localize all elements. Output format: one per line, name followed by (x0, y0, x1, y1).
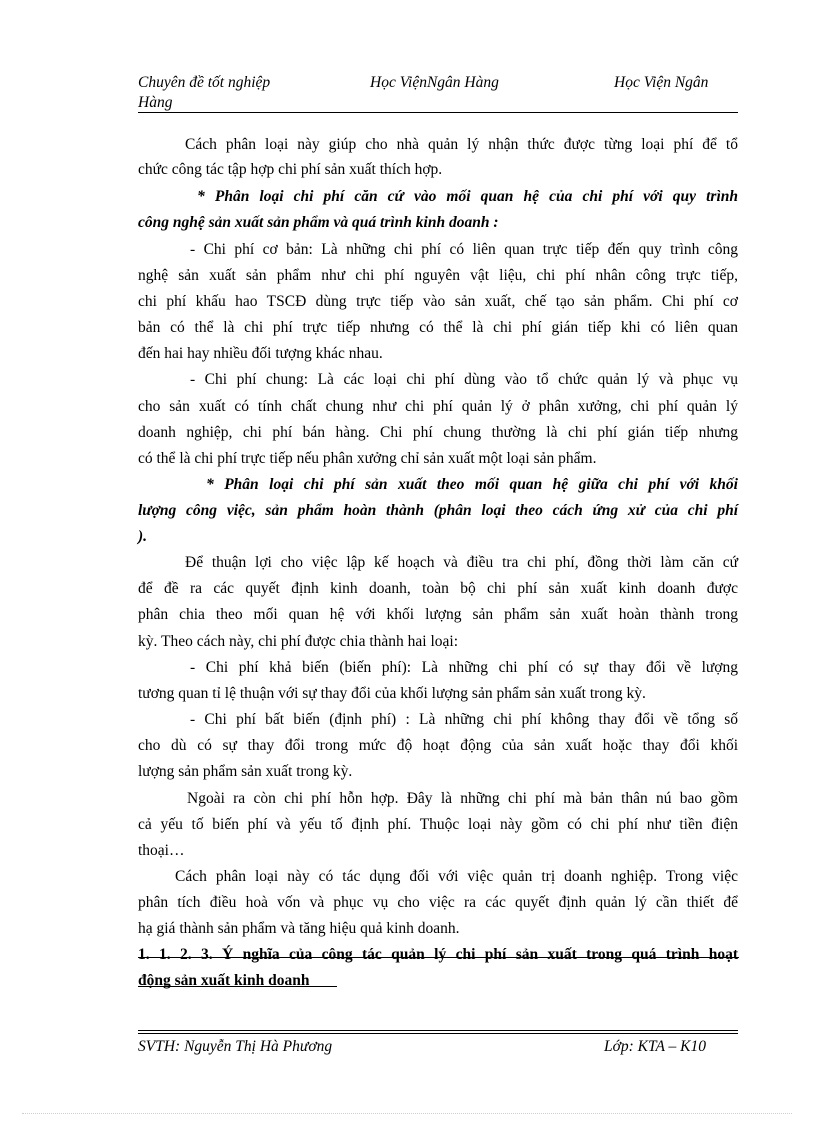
paragraph-line: bản có thể là chi phí trực tiếp nhưng có thể là chi phí gián tiếp khi có liên quan (138, 319, 738, 336)
paragraph-line: cả yếu tố biến phí và yếu tố định phí. Thuộc loại này gồm có chi phí như tiền điện (138, 816, 738, 833)
paragraph-line: ). (138, 528, 148, 545)
paragraph-line: có thể là chi phí trực tiếp nếu phân xưởng chỉ sản xuất một loại sản phẩm. (138, 450, 597, 467)
header-center: Học ViệnNgân Hàng (370, 74, 499, 91)
header-rule (138, 112, 738, 113)
paragraph-line: phân tích điều hoà vốn và phục vụ cho việc ra các quyết định quản lý cần thiết để (138, 894, 738, 911)
section-heading-line: 1. 1. 2. 3. Ý nghĩa của công tác quản lý chi phí sản xuất trong quá trình hoạt (138, 946, 738, 963)
paragraph-line: cho dù có sự thay đổi trong mức độ hoạt động của sản xuất hoặc thay đổi khối (138, 737, 738, 754)
paragraph-line: để đề ra các quyết định kinh doanh, toàn bộ chi phí sản xuất kinh doanh được (138, 580, 738, 597)
footer-rule-top (138, 1030, 738, 1031)
paragraph-line: - Chi phí cơ bản: Là những chi phí có liên quan trực tiếp đến quy trình công (190, 241, 738, 258)
paragraph-line: Để thuận lợi cho việc lập kế hoạch và điều tra chi phí, đồng thời làm căn cứ (185, 554, 738, 571)
paragraph-line: Cách phân loại này có tác dụng đối với việc quản trị doanh nghiệp. Trong việc (175, 868, 738, 885)
paragraph-line: phân chia theo mối quan hệ với khối lượng sản phẩm sản xuất hoàn thành trong (138, 606, 738, 623)
paragraph-line: - Chi phí khả biến (biến phí): Là những chi phí có sự thay đổi về lượng (190, 659, 738, 676)
footer-left: SVTH: Nguyễn Thị Hà Phương (138, 1038, 333, 1055)
paragraph-line: tương quan tỉ lệ thuận với sự thay đổi của khối lượng sản phẩm sản xuất trong kỳ. (138, 685, 646, 702)
heading-underline (138, 986, 337, 987)
paragraph-line: lượng sản phẩm sản xuất trong kỳ. (138, 763, 353, 780)
footer-right: Lớp: KTA – K10 (604, 1038, 707, 1055)
paragraph-line: lượng công việc, sản phẩm hoàn thành (phân loại theo cách ứng xử của chi phí (138, 502, 738, 519)
paragraph-line: Ngoài ra còn chi phí hỗn hợp. Đây là những chi phí mà bản thân nú bao gồm (187, 790, 738, 807)
header-left-continuation: Hàng (138, 94, 173, 111)
paragraph-line: công nghệ sản xuất sản phẩm và quá trình kinh doanh : (138, 214, 499, 231)
heading-top-rule (138, 957, 739, 958)
paragraph-line: doanh nghiệp, chi phí bán hàng. Chi phí chung thường là chi phí gián tiếp nhưng (138, 424, 738, 441)
paragraph-line: hạ giá thành sản phẩm và tăng hiệu quả kinh doanh. (138, 920, 460, 937)
paragraph-line: - Chi phí bất biến (định phí) : Là những chi phí không thay đổi về tổng số (190, 711, 738, 728)
paragraph-line: - Chi phí chung: Là các loại chi phí dùng vào tổ chức quản lý và phục vụ (190, 371, 738, 388)
paragraph-line: kỳ. Theo cách này, chi phí được chia thành hai loại: (138, 633, 459, 650)
paragraph-line: thoại… (138, 842, 185, 859)
section-heading-line: động sản xuất kinh doanh (138, 972, 310, 989)
paragraph-line: * Phân loại chi phí căn cứ vào mối quan hệ của chi phí với quy trình (197, 188, 738, 205)
footer-rule-bottom (138, 1033, 738, 1034)
paragraph-line: Cách phân loại này giúp cho nhà quản lý nhận thức được từng loại phí để tổ (185, 136, 738, 153)
header-right: Học Viện Ngân (614, 74, 709, 91)
paragraph-line: cho sản xuất có tính chất chung như chi phí quản lý ở phân xưởng, chi phí quản lý (138, 398, 738, 415)
paragraph-line: * Phân loại chi phí sản xuất theo mối quan hệ giữa chi phí với khối (206, 476, 738, 493)
paragraph-line: nghệ sản xuất sản phẩm như chi phí nguyên vật liệu, chi phí nhân công trực tiếp, (138, 267, 738, 284)
paragraph-line: đến hai hay nhiều đối tượng khác nhau. (138, 345, 383, 362)
paragraph-line: chi phí khấu hao TSCĐ dùng trực tiếp vào sản xuất, chế tạo sản phẩm. Chi phí cơ (138, 293, 738, 310)
paragraph-line: chức công tác tập hợp chi phí sản xuất thích hợp. (138, 161, 443, 178)
page-edge-dots (22, 1113, 792, 1114)
header-left: Chuyên đề tốt nghiệp (138, 74, 271, 91)
